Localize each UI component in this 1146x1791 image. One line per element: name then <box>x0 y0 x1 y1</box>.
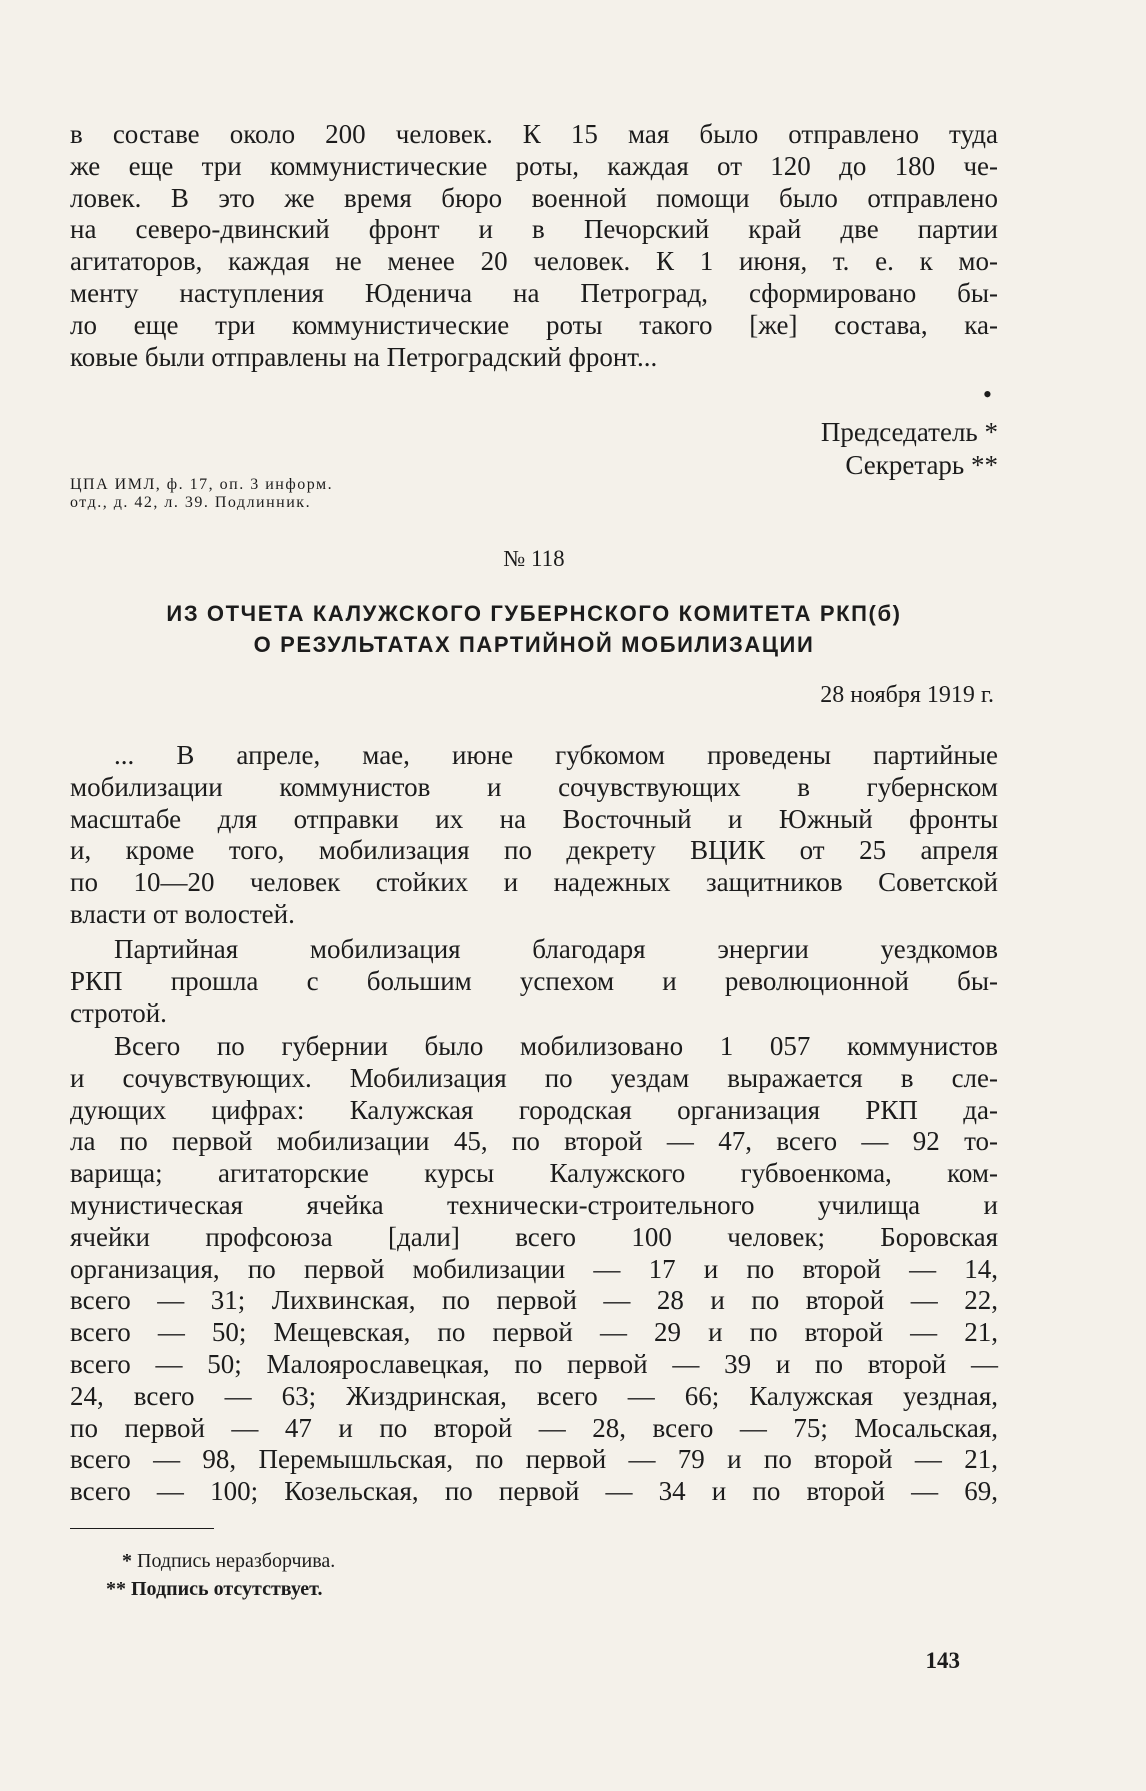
chairman-signature: Председатель * <box>820 417 998 447</box>
page-number: 143 <box>925 1648 960 1673</box>
text-line: варища; агитаторские курсы Калужского губвоенкома, ком- <box>70 1158 998 1189</box>
text-line: дующих цифрах: Калужская городская организация РКП да- <box>70 1094 998 1125</box>
dot-mark: • <box>982 380 992 409</box>
text-line: власти от волостей. <box>70 898 295 929</box>
text-line: по 10—20 человек стойких и надежных защитников Советской <box>70 867 998 898</box>
secretary-signature: Секретарь ** <box>845 450 998 480</box>
document-date: 28 ноября 1919 г. <box>820 682 994 708</box>
body-paragraph-3 <box>70 1031 998 1508</box>
text-line: ... В апреле, мае, июне губкомом проведены партийные <box>114 740 998 770</box>
text-line: Всего по губернии было мобилизовано 1 057 коммунистов <box>114 1031 998 1061</box>
body-paragraph-2 <box>70 934 998 1029</box>
document-page <box>70 0 998 1791</box>
text-line: всего — 50; Мещевская, по первой — 29 и по второй — 21, <box>70 1317 998 1348</box>
text-line: РКП прошла с большим успехом и революционной бы- <box>70 965 998 996</box>
text-line: мобилизации коммунистов и сочувствующих в губернском <box>70 771 998 802</box>
text-line: и, кроме того, мобилизация по декрету ВЦИК от 25 апреля <box>70 835 998 866</box>
text-line: ловек. В это же время бюро военной помощи было отправлено <box>70 182 998 213</box>
footnote-text: Подпись отсутствует. <box>131 1578 323 1600</box>
footnote-mark: * <box>122 1550 132 1572</box>
title-line: О РЕЗУЛЬТАТАХ ПАРТИЙНОЙ МОБИЛИЗАЦИИ <box>253 632 815 657</box>
text-line: мунистическая ячейка технически-строительного училища и <box>70 1189 998 1220</box>
text-line: Партийная мобилизация благодаря энергии уездкомов <box>114 934 998 964</box>
footnote-mark: ** <box>106 1578 126 1600</box>
footnote-2 <box>106 1578 322 1601</box>
text-line: всего — 50; Малоярославецкая, по первой — 39 и по второй — <box>70 1348 998 1379</box>
footnote-divider <box>70 1528 214 1529</box>
document-number: № 118 <box>503 546 565 571</box>
text-line: масштабе для отправки их на Восточный и Южный фронты <box>70 803 998 834</box>
text-line: 24, всего — 63; Жиздринская, всего — 66; Калужская уездная, <box>70 1380 998 1411</box>
text-line: и сочувствующих. Мобилизация по уездам выражается в сле- <box>70 1062 998 1093</box>
document-title <box>70 598 998 660</box>
text-line: ячейки профсоюза [дали] всего 100 человек; Боровская <box>70 1221 998 1252</box>
footnote-1 <box>122 1550 335 1573</box>
text-line: в составе около 200 человек. К 15 мая было отправлено туда <box>70 119 998 149</box>
body-paragraph-1 <box>70 740 998 931</box>
archive-reference <box>70 476 490 512</box>
text-line: же еще три коммунистические роты, каждая от 120 до 180 че- <box>70 150 998 181</box>
text-line: на северо-двинский фронт и в Печорский край две партии <box>70 214 998 245</box>
footnote-text: Подпись неразборчива. <box>137 1550 336 1572</box>
archive-line: отд., д. 42, л. 39. Подлинник. <box>70 494 312 511</box>
text-line: ло еще три коммунистические роты такого [же] состава, ка- <box>70 309 998 340</box>
title-line: ИЗ ОТЧЕТА КАЛУЖСКОГО ГУБЕРНСКОГО КОМИТЕТА РКП(б) <box>166 601 902 626</box>
text-line: всего — 31; Лихвинская, по первой — 28 и по второй — 22, <box>70 1285 998 1316</box>
text-line: агитаторов, каждая не менее 20 человек. К 1 июня, т. е. к мо- <box>70 246 998 277</box>
text-line: стротой. <box>70 997 167 1028</box>
text-line: ковые были отправлены на Петроградский фронт... <box>70 341 658 372</box>
text-line: менту наступления Юденича на Петроград, сформировано бы- <box>70 277 998 308</box>
text-line: по первой — 47 и по второй — 28, всего — 75; Мосальская, <box>70 1412 998 1443</box>
text-line: организация, по первой мобилизации — 17 и по второй — 14, <box>70 1253 998 1284</box>
intro-paragraph <box>70 119 998 373</box>
text-line: всего — 100; Козельская, по первой — 34 и по второй — 69, <box>70 1476 998 1507</box>
archive-line: ЦПА ИМЛ, ф. 17, оп. 3 информ. <box>70 476 334 493</box>
text-line: ла по первой мобилизации 45, по второй — 47, всего — 92 то- <box>70 1126 998 1157</box>
text-line: всего — 98, Перемышльская, по первой — 79 и по второй — 21, <box>70 1444 998 1475</box>
